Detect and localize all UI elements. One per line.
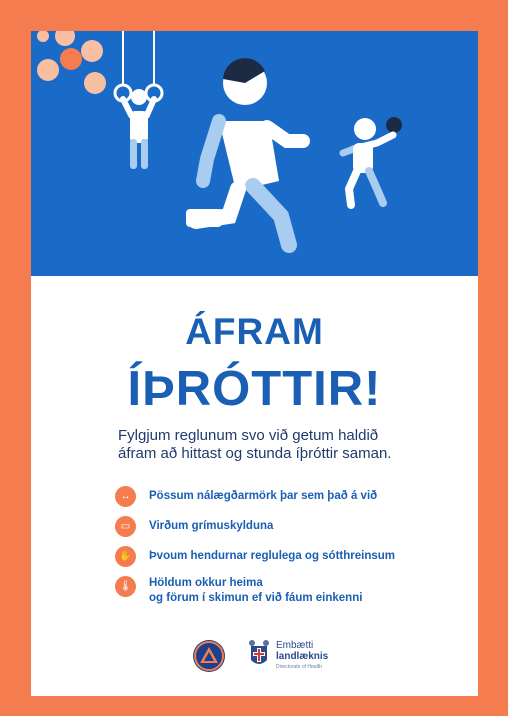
headline-line-2: ÍÞRÓTTIR! <box>127 362 382 416</box>
headline-line-1: ÁFRAM <box>185 311 324 352</box>
rule-text-line-1: Höldum okkur heima <box>149 577 263 589</box>
logo-text-line-2: landlæknis <box>276 651 329 662</box>
rule-text: Pössum nálægðarmörk þar sem það á við <box>149 490 378 502</box>
rule-item-mask <box>115 516 273 537</box>
rule-text <box>149 576 362 606</box>
civil-protection-logo <box>193 640 225 672</box>
hero-illustration <box>31 31 478 276</box>
walking-figure <box>186 58 303 245</box>
logo-text-line-3: Directorate of Health <box>276 664 322 670</box>
health-directorate-coat-of-arms <box>247 638 271 672</box>
logo-row <box>31 638 478 678</box>
ball-player-figure <box>343 117 402 205</box>
logo-text-line-1: Embætti <box>276 640 314 651</box>
rule-item-distance <box>115 486 377 507</box>
intro-text <box>118 427 448 463</box>
intro-line-2: áfram að hittast og stunda íþróttir saman. <box>118 445 392 462</box>
rule-text-line-2: og förum í skimun ef við fáum einkenni <box>149 592 363 604</box>
distance-icon: ↔ <box>115 486 136 507</box>
rule-item-handwash <box>115 546 395 567</box>
rule-text: Þvoum hendurnar reglulega og sótthreinsum <box>149 550 396 562</box>
handwash-icon: ✋ <box>115 546 136 567</box>
rule-text: Virðum grímuskylduna <box>149 520 274 532</box>
poster <box>31 31 478 696</box>
thermometer-icon: 🌡 <box>115 576 136 597</box>
gymnast-figure <box>115 31 162 169</box>
mask-icon: ▭ <box>115 516 136 537</box>
rule-item-stay-home <box>115 576 362 606</box>
decorative-dots <box>31 31 111 111</box>
health-directorate-logo-text <box>276 640 328 673</box>
intro-line-1: Fylgjum reglunum svo við getum haldið <box>118 427 379 444</box>
